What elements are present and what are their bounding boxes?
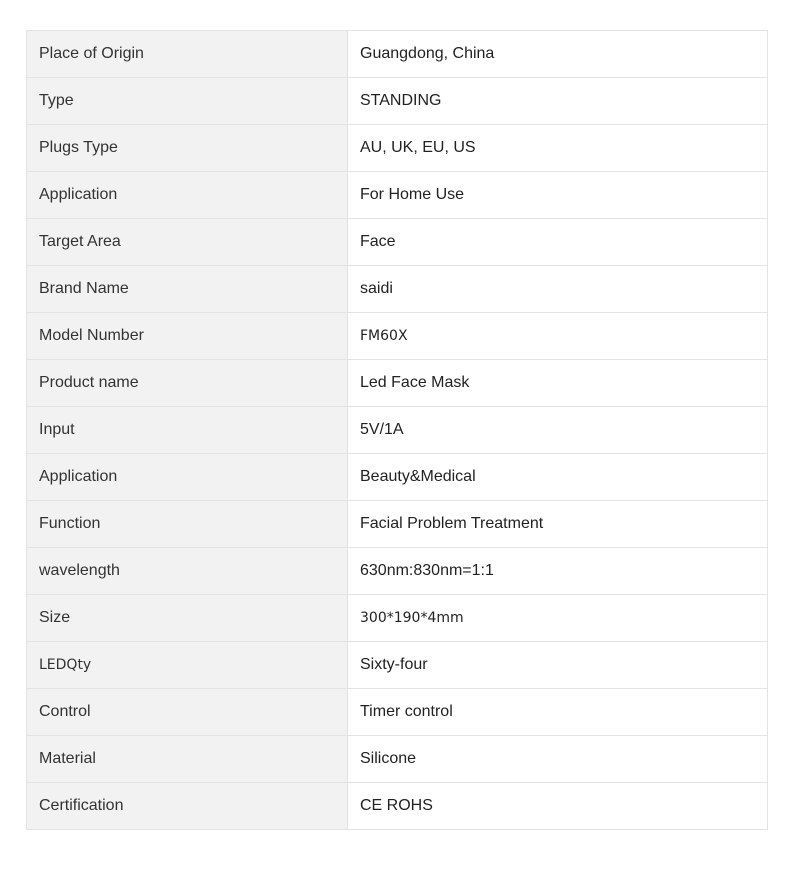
spec-value: STANDING <box>348 78 768 125</box>
table-row <box>27 407 768 454</box>
spec-label: Material <box>27 736 348 783</box>
spec-label: Certification <box>27 783 348 830</box>
table-row <box>27 689 768 736</box>
spec-label: Type <box>27 78 348 125</box>
spec-label: LEDQty <box>27 642 348 689</box>
table-row <box>27 501 768 548</box>
spec-label: Input <box>27 407 348 454</box>
spec-label: Place of Origin <box>27 31 348 78</box>
table-row <box>27 31 768 78</box>
spec-value: 630nm:830nm=1:1 <box>348 548 768 595</box>
spec-label: Model Number <box>27 313 348 360</box>
spec-label: Control <box>27 689 348 736</box>
spec-value: Beauty&Medical <box>348 454 768 501</box>
table-row <box>27 595 768 642</box>
spec-value: Sixty-four <box>348 642 768 689</box>
table-row <box>27 172 768 219</box>
spec-table <box>26 30 768 830</box>
spec-label: Brand Name <box>27 266 348 313</box>
table-row <box>27 548 768 595</box>
table-row <box>27 78 768 125</box>
spec-value: Facial Problem Treatment <box>348 501 768 548</box>
spec-value: Guangdong, China <box>348 31 768 78</box>
spec-label: Function <box>27 501 348 548</box>
table-row <box>27 736 768 783</box>
spec-label: Application <box>27 172 348 219</box>
table-row <box>27 783 768 830</box>
spec-table-body <box>27 31 768 830</box>
table-row <box>27 454 768 501</box>
spec-value: saidi <box>348 266 768 313</box>
spec-label: Target Area <box>27 219 348 266</box>
spec-label: Product name <box>27 360 348 407</box>
table-row <box>27 642 768 689</box>
spec-value: Led Face Mask <box>348 360 768 407</box>
spec-value: AU, UK, EU, US <box>348 125 768 172</box>
table-row <box>27 313 768 360</box>
spec-label: Plugs Type <box>27 125 348 172</box>
spec-value: Face <box>348 219 768 266</box>
spec-label: Size <box>27 595 348 642</box>
spec-value: 5V/1A <box>348 407 768 454</box>
table-row <box>27 266 768 313</box>
spec-value: CE ROHS <box>348 783 768 830</box>
spec-label: Application <box>27 454 348 501</box>
table-row <box>27 125 768 172</box>
table-row <box>27 219 768 266</box>
table-row <box>27 360 768 407</box>
spec-value: Timer control <box>348 689 768 736</box>
spec-label: wavelength <box>27 548 348 595</box>
spec-value: Silicone <box>348 736 768 783</box>
spec-value: FM60X <box>348 313 768 360</box>
spec-value: For Home Use <box>348 172 768 219</box>
spec-value: 300*190*4mm <box>348 595 768 642</box>
